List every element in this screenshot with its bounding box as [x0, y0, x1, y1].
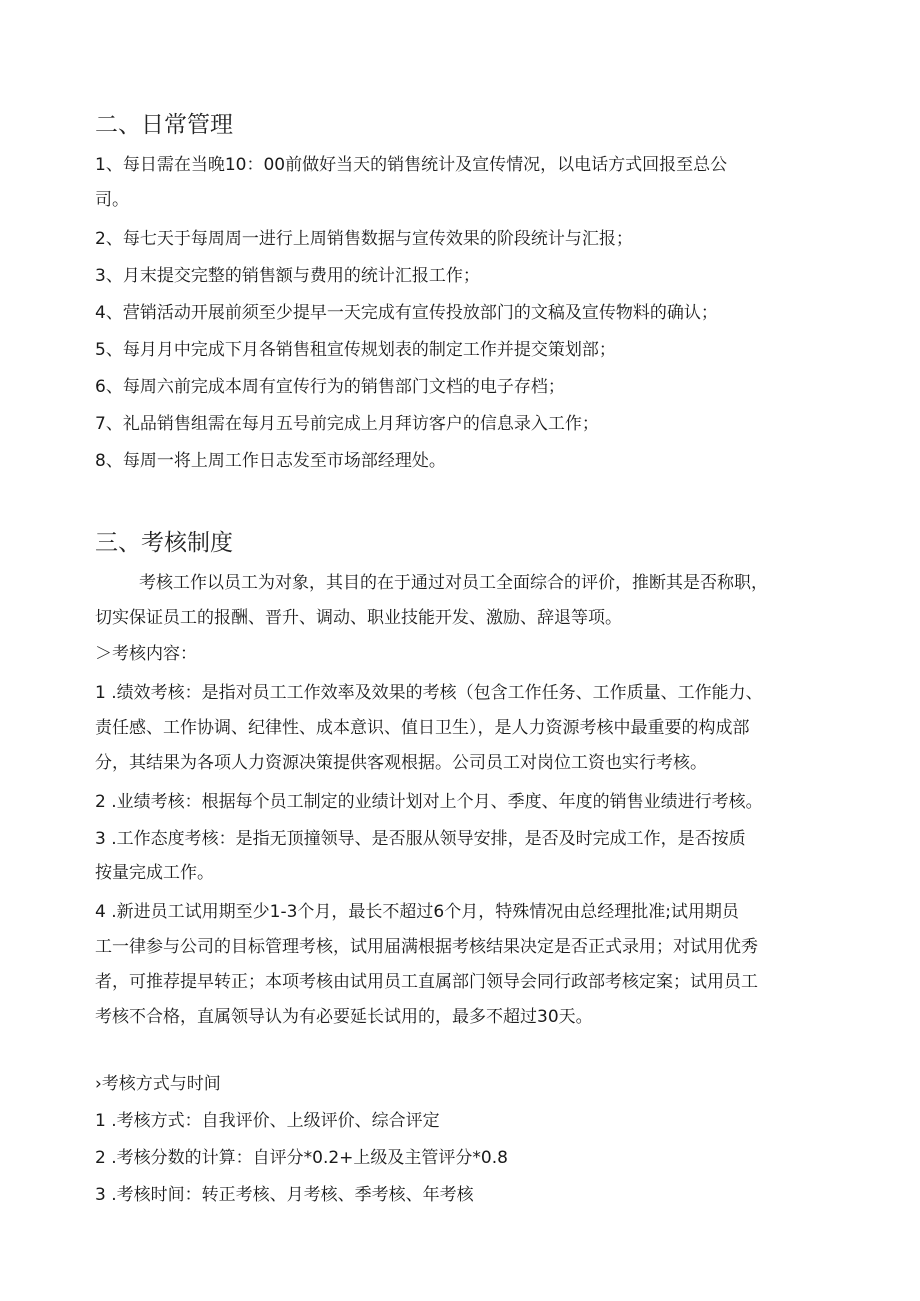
daily-item-3: 3、月末提交完整的销售额与费用的统计汇报工作；	[95, 266, 480, 286]
assessment-content-line-5: 3 .工作态度考核：是指无顶撞领导、是否服从领导安排，是否及时完成工作，是否按质	[95, 829, 746, 849]
assessment-intro-line-2: 切实保证员工的报酬、晋升、调动、职业技能开发、激励、辞退等项。	[95, 608, 622, 628]
assessment-content-line-4: 2 .业绩考核：根据每个员工制定的业绩计划对上个月、季度、年度的销售业绩进行考核。	[95, 792, 763, 812]
assessment-content-line-7: 4 .新进员工试用期至少1-3个月，最长不超过6个月，特殊情况由总经理批准;试用期员	[95, 902, 739, 922]
daily-item-6: 6、每周六前完成本周有宣传行为的销售部门文档的电子存档；	[95, 377, 565, 397]
assessment-content-line-8: 工一律参与公司的目标管理考核，试用届满根据考核结果决定是否正式录用；对试用优秀	[95, 937, 758, 957]
section-heading-assessment-system: 三、考核制度	[95, 530, 233, 556]
assessment-method-line-3: 3 .考核时间：转正考核、月考核、季考核、年考核	[95, 1185, 474, 1205]
assessment-method-title: ›考核方式与时间	[95, 1074, 221, 1094]
assessment-content-line-3: 分，其结果为各项人力资源决策提供客观根据。公司员工对岗位工资也实行考核。	[95, 753, 707, 773]
assessment-method-line-1: 1 .考核方式：自我评价、上级评价、综合评定	[95, 1111, 440, 1131]
daily-item-2: 2、每七天于每周周一进行上周销售数据与宣传效果的阶段统计与汇报；	[95, 229, 633, 249]
assessment-content-line-10: 考核不合格，直属领导认为有必要延长试用的，最多不超过30天。	[95, 1007, 593, 1027]
daily-item-7: 7、礼品销售组需在每月五号前完成上月拜访客户的信息录入工作；	[95, 414, 599, 434]
assessment-content-line-6: 按量完成工作。	[95, 863, 214, 883]
assessment-method-line-2: 2 .考核分数的计算：自评分*0.2+上级及主管评分*0.8	[95, 1148, 508, 1168]
daily-item-5: 5、每月月中完成下月各销售租宣传规划表的制定工作并提交策划部；	[95, 340, 616, 360]
section-heading-daily-management: 二、日常管理	[95, 112, 233, 138]
assessment-content-line-9: 者，可推荐提早转正；本项考核由试用员工直属部门领导会同行政部考核定案；试用员工	[95, 972, 758, 992]
daily-item-8: 8、每周一将上周工作日志发至市场部经理处。	[95, 451, 446, 471]
daily-item-4: 4、营销活动开展前须至少提早一天完成有宣传投放部门的文稿及宣传物料的确认；	[95, 303, 718, 323]
daily-item-1: 1、每日需在当晚10：00前做好当天的销售统计及宣传情况，以电话方式回报至总公	[95, 155, 728, 175]
assessment-content-line-1: 1 .绩效考核：是指对员工工作效率及效果的考核（包含工作任务、工作质量、工作能力、	[95, 683, 763, 703]
assessment-intro-line-1: 考核工作以员工为对象，其目的在于通过对员工全面综合的评价，推断其是否称职，	[139, 573, 768, 593]
assessment-content-line-2: 责任感、工作协调、纪律性、成本意识、值日卫生），是人力资源考核中最重要的构成部	[95, 718, 750, 738]
daily-item-1-cont: 司。	[95, 190, 129, 210]
assessment-content-title: ＞考核内容：	[95, 644, 197, 664]
